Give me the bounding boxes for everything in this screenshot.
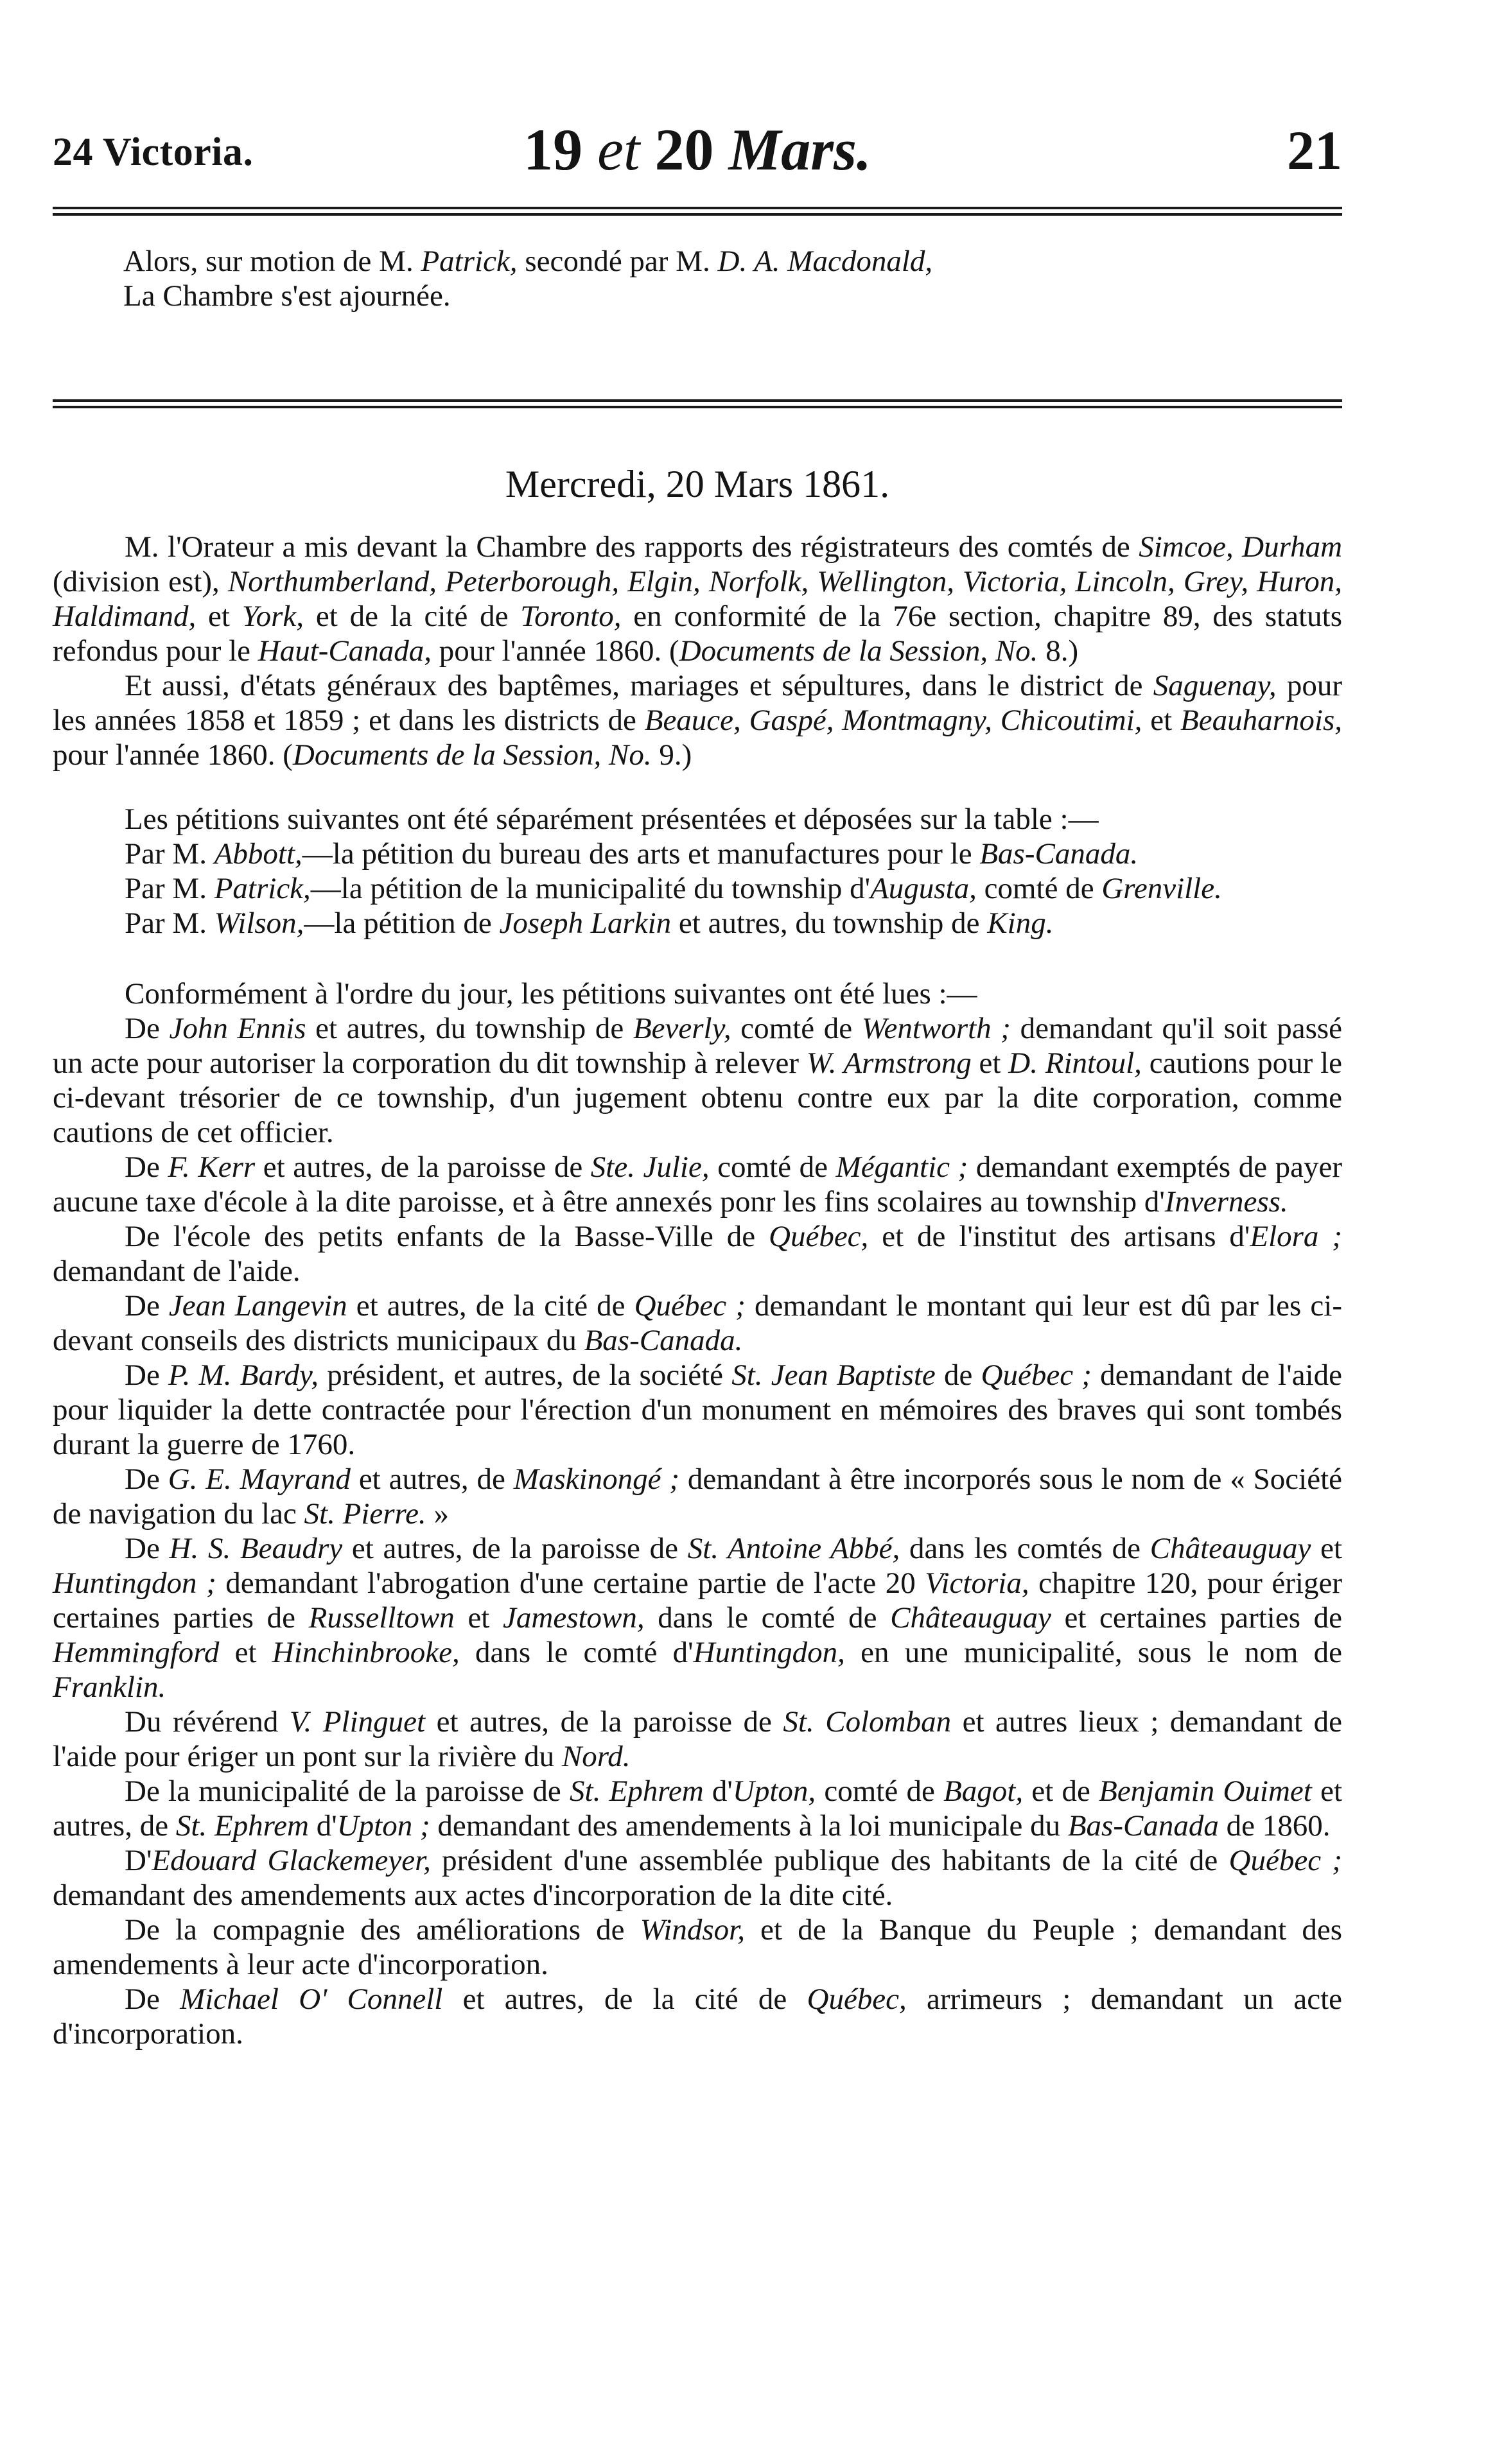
date-day-1: 19: [523, 117, 583, 182]
petition-read-item: Du révérend V. Plinguet et autres, de la paroisse de St. Colomban et autres lieux ; demandant de l'aide pour ériger un pont sur la rivière du Nord.: [53, 1705, 1343, 1773]
regnal-year: 24 Victoria.: [53, 130, 254, 174]
petition-read-item: De la municipalité de la paroisse de St. Ephrem d'Upton, comté de Bagot, et de Benjamin Ouimet et autres, de St. Ephrem d'Upton ; demandant des amendements à la loi municipale du Bas-Canada de 1860.: [53, 1774, 1343, 1843]
adjournment-line-2: La Chambre s'est ajournée.: [123, 279, 451, 313]
petition-presented-item: Par M. Abbott,—la pétition du bureau des arts et manufactures pour le Bas-Canada.: [125, 837, 1139, 871]
date-day-2: 20: [654, 117, 714, 182]
petition-presented-item: Par M. Patrick,—la pétition de la municipalité du township d'Augusta, comté de Grenville.: [125, 872, 1222, 905]
date-conjunction: et: [597, 117, 640, 182]
adjournment-line-1: Alors, sur motion de M. Patrick, secondé par M. D. A. Macdonald,: [123, 245, 933, 278]
returns-paragraph: Et aussi, d'états généraux des baptêmes, mariages et sépultures, dans le district de Saguenay, pour les années 1858 et 1859 ; et dans les districts de Beauce, Gaspé, Montmagny, Chicoutimi, et Beauharnois, pour l'année 1860. (Documents de la Session, No. 9.): [53, 669, 1343, 772]
petition-read-item: De G. E. Mayrand et autres, de Maskinongé ; demandant à être incorporés sous le nom de « Société de navigation du lac St. Pierre. »: [53, 1462, 1342, 1531]
petition-read-item: De John Ennis et autres, du township de Beverly, comté de Wentworth ; demandant qu'il soit passé un acte pour autoriser la corporation du dit township à relever W. Armstrong et D. Rintoul, cautions pour le ci-devant trésorier de ce township, d'un jugement obtenu contre eux par la dite corporation, comme cautions de cet officier.: [53, 1012, 1343, 1149]
reports-paragraph: M. l'Orateur a mis devant la Chambre des rapports des régistrateurs des comtés de Simcoe, Durham (division est), Northumberland, Peterborough, Elgin, Norfolk, Wellington, Victoria, Lincoln, Grey, Huron, Haldimand, et York, et de la cité de Toronto, en conformité de la 76e section, chapitre 89, des statuts refondus pour le Haut-Canada, pour l'année 1860. (Documents de la Session, No. 8.): [53, 530, 1343, 668]
petition-read-item: De la compagnie des améliorations de Windsor, et de la Banque du Peuple ; demandant des amendements à leur acte d'incorporation.: [53, 1913, 1342, 1981]
page-number: 21: [1287, 119, 1342, 181]
petition-read-item: De H. S. Beaudry et autres, de la paroisse de St. Antoine Abbé, dans les comtés de Châteauguay et Huntingdon ; demandant l'abrogation d'une certaine partie de l'acte 20 Victoria, chapitre 120, pour ériger certaines parties de Russelltown et Jamestown, dans le comté de Châteauguay et certaines parties de Hemmingford et Hinchinbrooke, dans le comté d'Huntingdon, en une municipalité, sous le nom de Franklin.: [53, 1532, 1343, 1704]
petition-read-item: De Jean Langevin et autres, de la cité de Québec ; demandant le montant qui leur est dû par les ci-devant conseils des districts municipaux du Bas-Canada.: [53, 1289, 1342, 1357]
header-rule: [53, 207, 1342, 216]
petition-read-item: De P. M. Bardy, président, et autres, de la société St. Jean Baptiste de Québec ; demandant de l'aide pour liquider la dette contractée pour l'érection d'un monument en mémoires des braves qui sont tombés durant la guerre de 1760.: [53, 1358, 1342, 1461]
petition-read-item: De F. Kerr et autres, de la paroisse de Ste. Julie, comté de Mégantic ; demandant exemptés de payer aucune taxe d'école à la dite paroisse, et à être annexés ponr les fins scolaires au township d'Inverness.: [53, 1150, 1342, 1219]
petitions-presented-intro: Les pétitions suivantes ont été séparément présentées et déposées sur la table :—: [125, 803, 1099, 836]
petition-read-item: De Michael O' Connell et autres, de la cité de Québec, arrimeurs ; demandant un acte d'incorporation.: [53, 1982, 1343, 2051]
date-month: Mars.: [728, 117, 871, 182]
petition-presented-item: Par M. Wilson,—la pétition de Joseph Larkin et autres, du township de King.: [125, 907, 1054, 940]
petition-read-item: D'Edouard Glackemeyer, président d'une assemblée publique des habitants de la cité de Québec ; demandant des amendements aux actes d'incorporation de la dite cité.: [53, 1844, 1342, 1912]
journal-page: [53, 116, 1342, 2051]
petition-read-item: De l'école des petits enfants de la Basse-Ville de Québec, et de l'institut des artisans d'Elora ; demandant de l'aide.: [53, 1220, 1342, 1288]
petitions-read-intro: Conformément à l'ordre du jour, les pétitions suivantes ont été lues :—: [125, 977, 977, 1011]
page-dates: [53, 116, 1342, 184]
sitting-date-title: Mercredi, 20 Mars 1861.: [505, 463, 890, 505]
section-rule: [53, 399, 1342, 408]
running-header: [53, 116, 1342, 193]
